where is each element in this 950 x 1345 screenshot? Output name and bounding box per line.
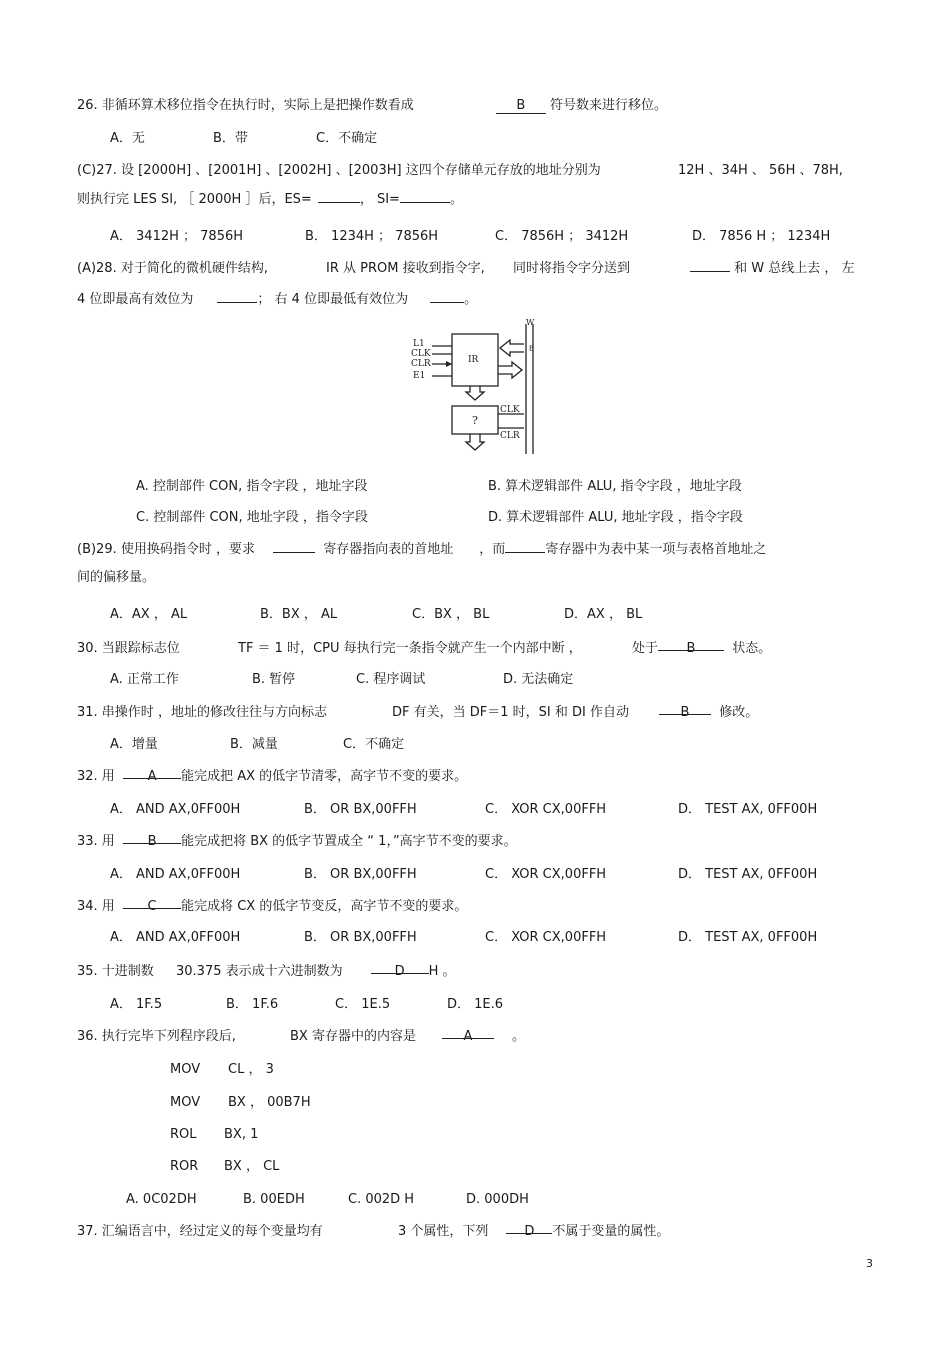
q29-stem-line1: (B)29. 使用换码指令时 ，要求 寄存器指向表的首地址 ，而 寄存器中为表中某一项与表格首地址之: [77, 542, 767, 557]
q36-stem-mid: BX 寄存器中的内容是 A 。: [290, 1029, 525, 1044]
q34-option-c: C． XOR CX,00FFH: [485, 930, 607, 945]
q32-option-d: D． TEST AX, 0FF00H: [678, 802, 818, 817]
q31-option-b: B．减量: [230, 737, 278, 752]
bus-width-label: 8: [529, 344, 535, 353]
unknown-label: ?: [472, 414, 478, 427]
q35-stem: 35. 十进制数: [77, 964, 154, 979]
q32-option-c: C． XOR CX,00FFH: [485, 802, 607, 817]
code-arg: BX ， 00B7H: [228, 1095, 311, 1110]
q35-stem-mid: 30.375 表示成十六进制数为 D H 。: [176, 964, 456, 979]
q35-option-b: B． 1F.6: [226, 997, 279, 1012]
q33-answer: B: [123, 834, 181, 850]
q31-option-c: C．不确定: [343, 737, 405, 752]
q31-stem-mid: DF 有关，当 DF＝1 时，SI 和 DI 作自动 B 修改。: [392, 705, 759, 720]
q29-option-d: D．AX ， BL: [564, 607, 643, 622]
q33-option-c: C． XOR CX,00FFH: [485, 867, 607, 882]
q28-stem-line1-part3: 同时将指令字分送到: [513, 261, 631, 276]
clr-label: CLR: [411, 359, 431, 369]
q32-stem: 32. 用 A 能完成把 AX 的低字节清零，高字节不变的要求。: [77, 769, 468, 784]
page-number: 3: [866, 1257, 873, 1270]
l1-label: L1: [413, 339, 425, 349]
code-op: MOV: [170, 1095, 201, 1110]
q30-option-a: A. 正常工作: [110, 672, 179, 687]
q26-option-c: C．不确定: [316, 131, 378, 146]
q28-stem-line1-part2: IR 从 PROM 接收到指令字,: [326, 261, 485, 276]
q28-option-d: D. 算术逻辑部件 ALU, 地址字段 ，指令字段: [488, 510, 743, 525]
q33-stem: 33. 用 B 能完成把将 BX 的低字节置成全 “ 1，”高字节不变的要求。: [77, 834, 517, 849]
q29-stem-line2: 间的偏移量。: [77, 570, 156, 585]
q27-stem-line1-values: 12H 、34H 、 56H 、78H,: [678, 163, 843, 178]
code-op: ROR: [170, 1159, 199, 1174]
q28-hardware-diagram: [400, 318, 550, 460]
q33-option-a: A． AND AX,0FF00H: [110, 867, 241, 882]
clk-label: CLK: [411, 349, 431, 359]
q37-stem-mid: 3 个属性，下列 D 不属于变量的属性。: [398, 1224, 670, 1239]
q26-option-b: B．带: [213, 131, 248, 146]
q27-option-b: B． 1234H ； 7856H: [305, 229, 439, 244]
q35-option-c: C． 1E.5: [335, 997, 391, 1012]
code-op: ROL: [170, 1127, 197, 1142]
q36-stem: 36. 执行完毕下列程序段后,: [77, 1029, 236, 1044]
code-arg: CL ， 3: [228, 1062, 274, 1077]
q36-option-c: C. 002D H: [348, 1192, 415, 1207]
ir-label: IR: [468, 355, 479, 365]
code-arg: BX ， CL: [224, 1159, 280, 1174]
q35-option-d: D． 1E.6: [447, 997, 504, 1012]
q34-option-a: A． AND AX,0FF00H: [110, 930, 241, 945]
q34-option-b: B． OR BX,00FFH: [304, 930, 417, 945]
q37-answer: D: [506, 1224, 552, 1240]
q28-option-b: B. 算术逻辑部件 ALU, 指令字段 ，地址字段: [488, 479, 742, 494]
q35-answer: D: [371, 964, 429, 980]
q29-option-c: C．BX ， BL: [412, 607, 490, 622]
q33-option-d: D． TEST AX, 0FF00H: [678, 867, 818, 882]
q28-stem-line1: (A)28. 对于简化的微机硬件结构,: [77, 261, 268, 276]
q34-stem: 34. 用 C 能完成将 CX 的低字节变反，高字节不变的要求。: [77, 899, 468, 914]
q26-option-a: A．无: [110, 131, 145, 146]
q27-stem-line1: (C)27. 设 [2000H] 、[2001H] 、[2002H] 、[2003H] 这四个存储单元存放的地址分别为: [77, 163, 601, 178]
q30-stem: 30. 当跟踪标志位: [77, 641, 180, 656]
e1-label: E1: [413, 371, 426, 381]
q27-option-a: A． 3412H ； 7856H: [110, 229, 244, 244]
q30-stem-end: 处于 B 状态。: [632, 641, 772, 656]
q32-answer: A: [123, 769, 181, 785]
q27-option-d: D． 7856 H ； 1234H: [692, 229, 831, 244]
w-bus-label: W: [526, 318, 535, 327]
q36-option-a: A. 0C02DH: [126, 1192, 197, 1207]
q36-answer: A: [442, 1029, 494, 1045]
q26-stem: 26. 非循环算术移位指令在执行时，实际上是把操作数看成 B 符号数来进行移位。: [77, 98, 667, 113]
q26-answer: B: [496, 98, 546, 114]
q29-option-a: A．AX ， AL: [110, 607, 188, 622]
q35-option-a: A． 1F.5: [110, 997, 163, 1012]
q32-option-a: A． AND AX,0FF00H: [110, 802, 241, 817]
q28-stem-line2: 4 位即最高有效位为 ； 右 4 位即最低有效位为 。: [77, 292, 478, 307]
q30-option-c: C. 程序调试: [356, 672, 426, 687]
q33-option-b: B． OR BX,00FFH: [304, 867, 417, 882]
q31-option-a: A．增量: [110, 737, 158, 752]
q32-option-b: B． OR BX,00FFH: [304, 802, 417, 817]
q27-stem-line2: 则执行完 LES SI, ［ 2000H ］后，ES= ， SI= 。: [77, 192, 463, 207]
q30-answer: B: [658, 641, 724, 657]
q28-stem-line1-part4: 和 W 总线上去 ， 左: [690, 261, 855, 277]
ir-to-bus-arrow: [498, 362, 522, 378]
q31-answer: B: [659, 705, 711, 721]
q30-option-d: D. 无法确定: [503, 672, 574, 687]
q30-option-b: B. 暂停: [252, 672, 296, 687]
q30-stem-mid: TF ＝ 1 时，CPU 每执行完一条指令就产生一个内部中断 ，: [238, 641, 582, 656]
code-arg: BX, 1: [224, 1127, 259, 1142]
code-op: MOV: [170, 1062, 201, 1077]
unit-down-arrow: [466, 434, 484, 450]
q27-option-c: C． 7856H ； 3412H: [495, 229, 629, 244]
q37-stem: 37. 汇编语言中，经过定义的每个变量均有: [77, 1224, 323, 1239]
q28-option-a: A. 控制部件 CON, 指令字段 ，地址字段: [136, 479, 368, 494]
clr2-label: CLR: [500, 431, 520, 441]
q34-answer: C: [123, 899, 181, 915]
q29-option-b: B．BX ， AL: [260, 607, 338, 622]
q31-stem: 31. 串操作时 ，地址的修改往往与方向标志: [77, 705, 327, 720]
bus-to-ir-arrow: [500, 340, 524, 356]
ir-down-arrow: [466, 386, 484, 400]
q34-option-d: D． TEST AX, 0FF00H: [678, 930, 818, 945]
q36-option-d: D. 000DH: [466, 1192, 529, 1207]
clk2-label: CLK: [500, 405, 520, 415]
q36-option-b: B. 00EDH: [243, 1192, 305, 1207]
q28-option-c: C. 控制部件 CON, 地址字段 ，指令字段: [136, 510, 368, 525]
